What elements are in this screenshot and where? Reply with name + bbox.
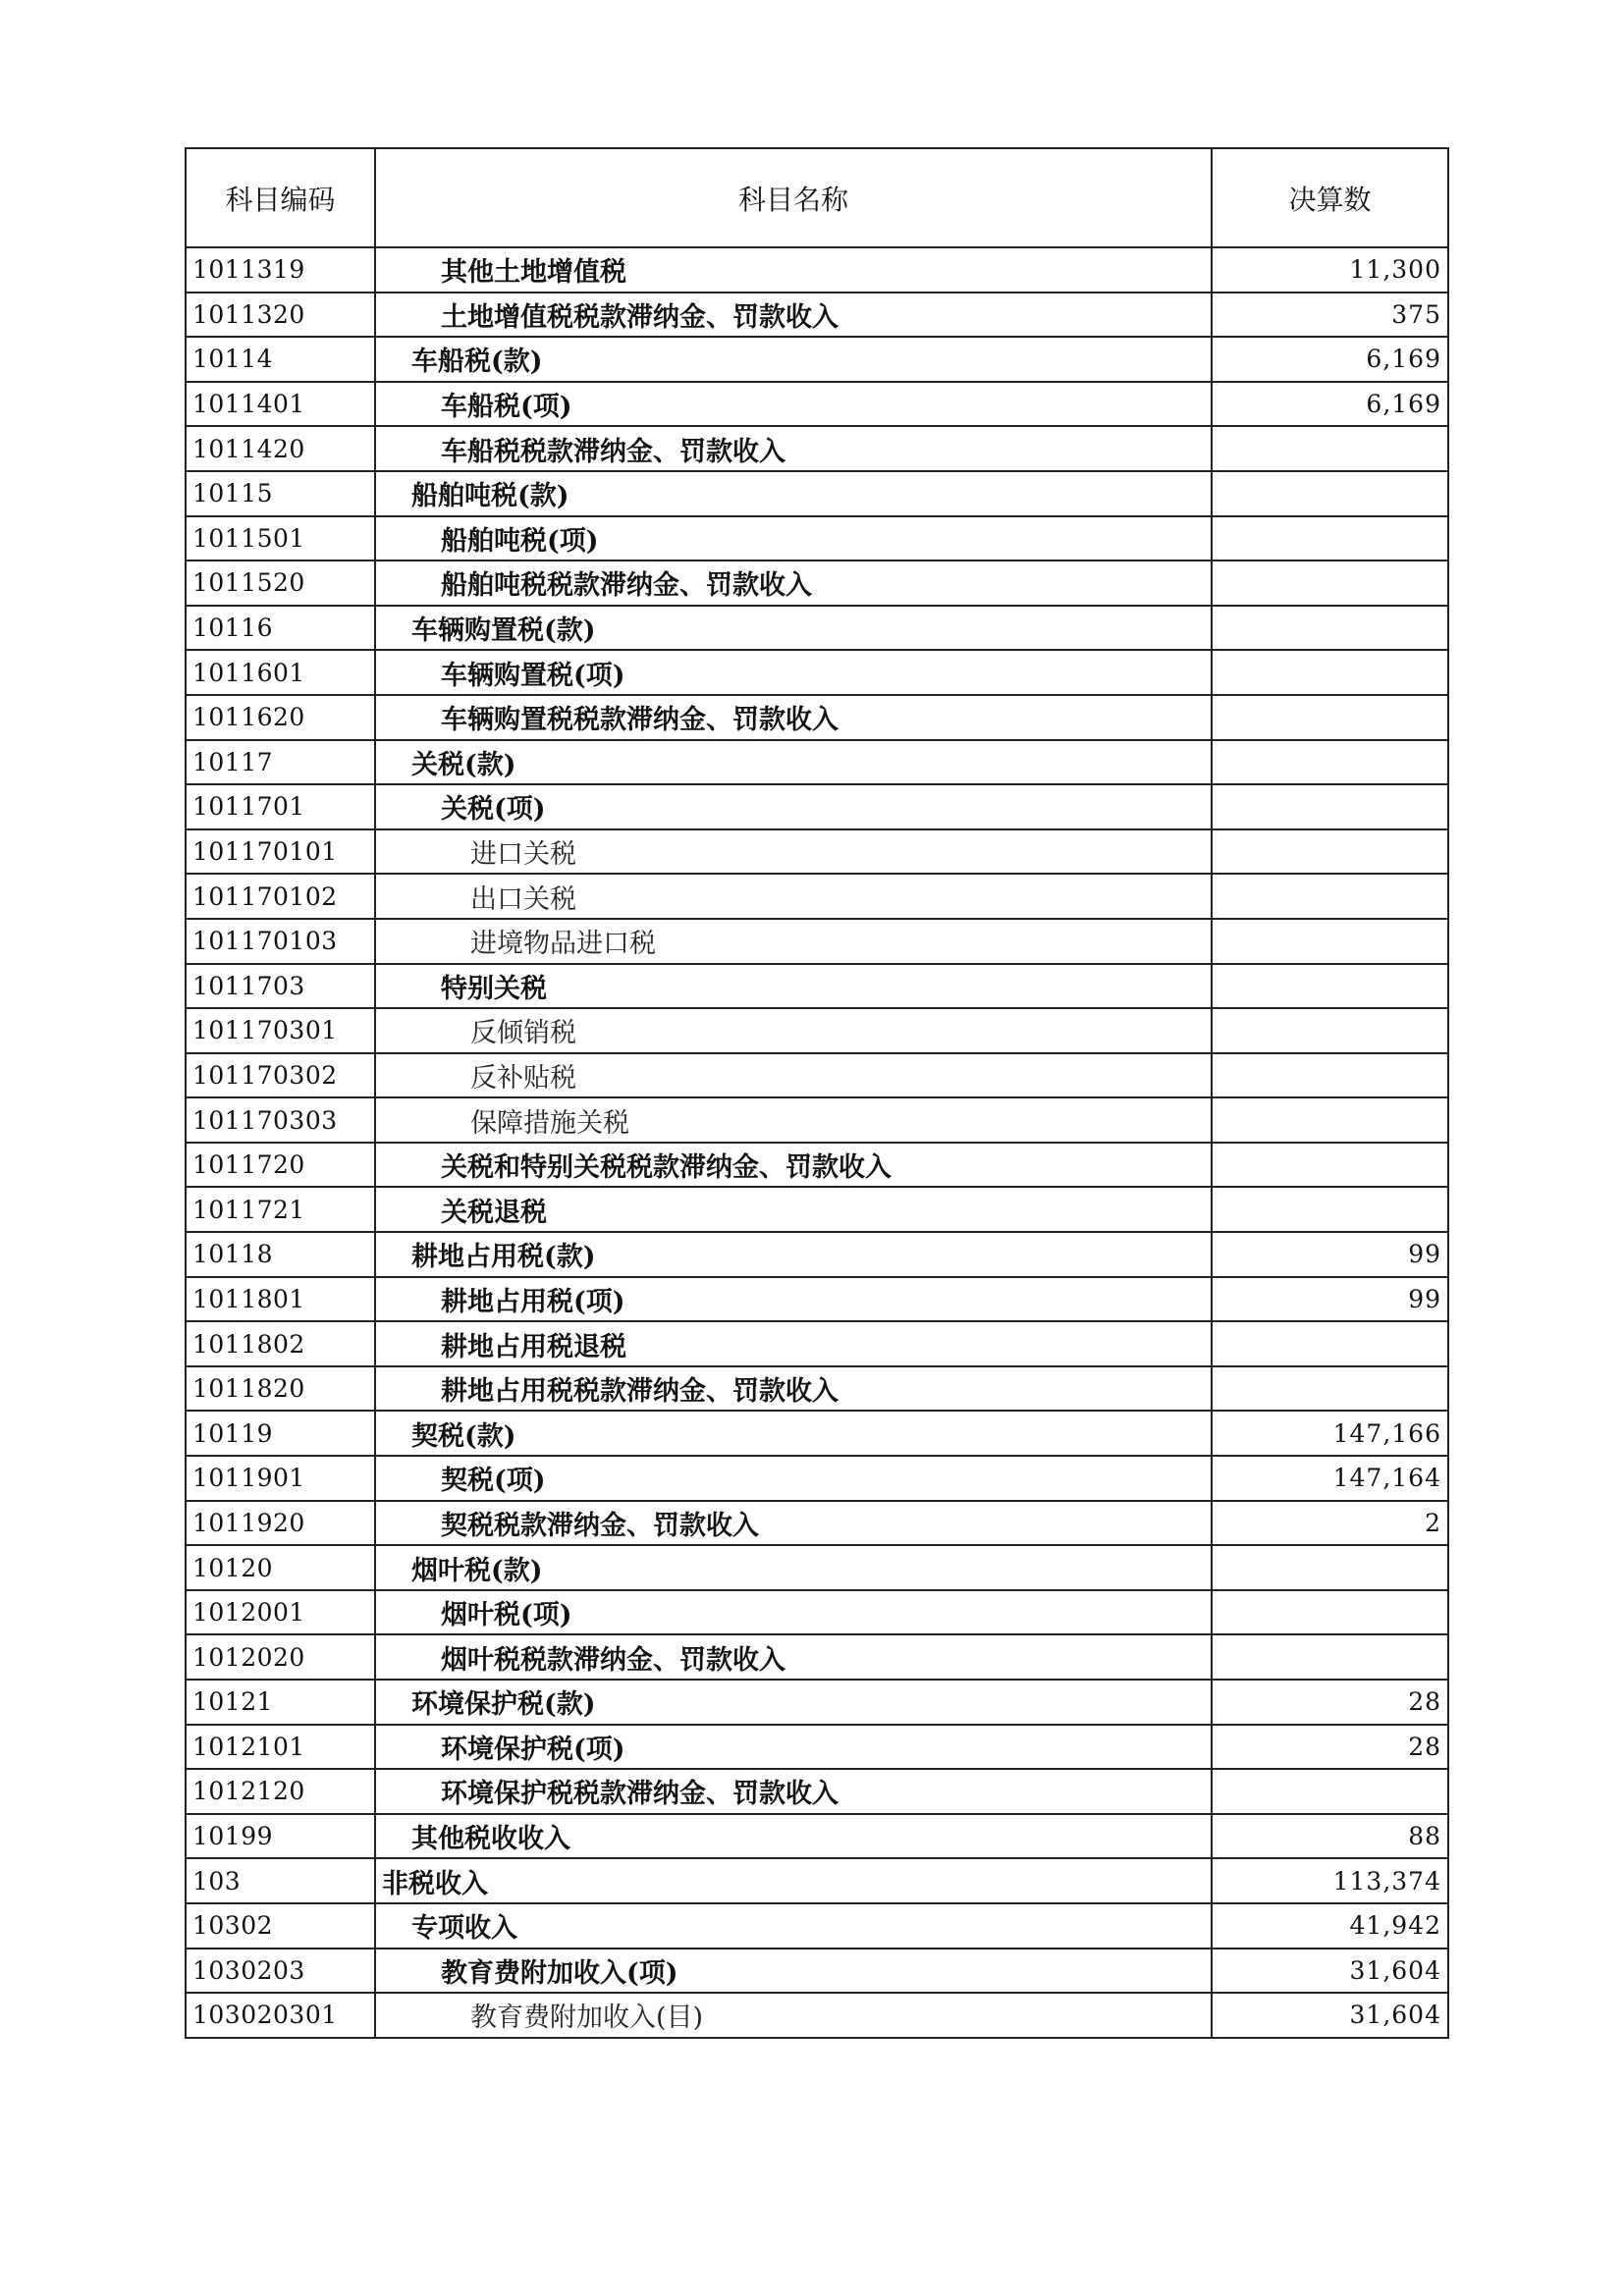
- table-row: [186, 1545, 1448, 1590]
- row-amount: [1212, 695, 1448, 740]
- row-name: 其他税收收入: [375, 1814, 1212, 1859]
- row-amount: [1212, 1545, 1448, 1590]
- row-name: 车辆购置税(项): [375, 650, 1212, 695]
- row-amount: 11,300: [1212, 247, 1448, 293]
- row-code: 1011721: [186, 1187, 375, 1232]
- table-row: [186, 1456, 1448, 1501]
- row-code: 1011801: [186, 1277, 375, 1322]
- table-row: [186, 1277, 1448, 1322]
- row-code: 1011701: [186, 784, 375, 829]
- row-amount: [1212, 426, 1448, 471]
- table-row: [186, 1725, 1448, 1770]
- row-code: 1011601: [186, 650, 375, 695]
- table-row: [186, 695, 1448, 740]
- row-code: 10121: [186, 1680, 375, 1725]
- row-amount: 99: [1212, 1232, 1448, 1277]
- table-row: [186, 516, 1448, 561]
- table-row: [186, 1321, 1448, 1366]
- row-name: 耕地占用税(项): [375, 1277, 1212, 1322]
- table-row: [186, 561, 1448, 606]
- row-name: 契税(款): [375, 1411, 1212, 1456]
- header-name: 科目名称: [375, 148, 1212, 247]
- row-amount: 41,942: [1212, 1903, 1448, 1949]
- row-amount: [1212, 829, 1448, 875]
- row-amount: 375: [1212, 293, 1448, 338]
- table-row: [186, 1680, 1448, 1725]
- table-row: [186, 874, 1448, 919]
- row-code: 101170301: [186, 1008, 375, 1053]
- row-name: 船舶吨税税款滞纳金、罚款收入: [375, 561, 1212, 606]
- table-row: [186, 1053, 1448, 1098]
- row-code: 1011720: [186, 1143, 375, 1188]
- row-name: 烟叶税(项): [375, 1590, 1212, 1635]
- table-row: [186, 1949, 1448, 1994]
- row-name: 进境物品进口税: [375, 919, 1212, 964]
- row-name: 烟叶税(款): [375, 1545, 1212, 1590]
- row-code: 10115: [186, 471, 375, 516]
- row-amount: 2: [1212, 1501, 1448, 1546]
- row-name: 土地增值税税款滞纳金、罚款收入: [375, 293, 1212, 338]
- table-row: [186, 1187, 1448, 1232]
- table-body: [186, 247, 1448, 2038]
- row-name: 环境保护税(项): [375, 1725, 1212, 1770]
- row-amount: [1212, 1187, 1448, 1232]
- row-code: 10199: [186, 1814, 375, 1859]
- table-row: [186, 293, 1448, 338]
- row-amount: [1212, 650, 1448, 695]
- row-name: 契税(项): [375, 1456, 1212, 1501]
- table-row: [186, 1232, 1448, 1277]
- table-row: [186, 964, 1448, 1009]
- row-amount: [1212, 516, 1448, 561]
- row-code: 1011320: [186, 293, 375, 338]
- row-amount: [1212, 471, 1448, 516]
- row-code: 1011501: [186, 516, 375, 561]
- row-amount: [1212, 1053, 1448, 1098]
- row-code: 1030203: [186, 1949, 375, 1994]
- row-code: 103020301: [186, 1993, 375, 2038]
- table-row: [186, 1993, 1448, 2038]
- table-row: [186, 919, 1448, 964]
- table-row: [186, 1143, 1448, 1188]
- row-amount: [1212, 784, 1448, 829]
- row-amount: [1212, 740, 1448, 785]
- row-code: 1011820: [186, 1366, 375, 1412]
- row-code: 1011703: [186, 964, 375, 1009]
- row-amount: 147,166: [1212, 1411, 1448, 1456]
- row-amount: 6,169: [1212, 337, 1448, 382]
- row-code: 1012001: [186, 1590, 375, 1635]
- row-amount: [1212, 1634, 1448, 1680]
- row-name: 关税退税: [375, 1187, 1212, 1232]
- row-name: 耕地占用税(款): [375, 1232, 1212, 1277]
- row-amount: [1212, 1769, 1448, 1814]
- table-row: [186, 1590, 1448, 1635]
- row-amount: [1212, 606, 1448, 651]
- row-name: 烟叶税税款滞纳金、罚款收入: [375, 1634, 1212, 1680]
- row-code: 1011901: [186, 1456, 375, 1501]
- row-name: 车辆购置税税款滞纳金、罚款收入: [375, 695, 1212, 740]
- row-name: 保障措施关税: [375, 1097, 1212, 1143]
- table-row: [186, 1097, 1448, 1143]
- row-name: 车船税税款滞纳金、罚款收入: [375, 426, 1212, 471]
- row-amount: [1212, 1590, 1448, 1635]
- row-name: 特别关税: [375, 964, 1212, 1009]
- row-code: 10116: [186, 606, 375, 651]
- row-code: 103: [186, 1858, 375, 1903]
- row-name: 耕地占用税退税: [375, 1321, 1212, 1366]
- table-header-row: [186, 148, 1448, 247]
- row-amount: [1212, 919, 1448, 964]
- row-name: 关税(款): [375, 740, 1212, 785]
- table-row: [186, 1814, 1448, 1859]
- row-name: 车船税(项): [375, 382, 1212, 427]
- row-name: 环境保护税税款滞纳金、罚款收入: [375, 1769, 1212, 1814]
- table-row: [186, 426, 1448, 471]
- row-code: 1011920: [186, 1501, 375, 1546]
- row-amount: [1212, 964, 1448, 1009]
- row-amount: 28: [1212, 1680, 1448, 1725]
- row-amount: [1212, 874, 1448, 919]
- row-name: 反倾销税: [375, 1008, 1212, 1053]
- row-name: 进口关税: [375, 829, 1212, 875]
- row-name: 非税收入: [375, 1858, 1212, 1903]
- row-amount: [1212, 1008, 1448, 1053]
- row-amount: 88: [1212, 1814, 1448, 1859]
- table-row: [186, 1903, 1448, 1949]
- row-name: 反补贴税: [375, 1053, 1212, 1098]
- row-name: 专项收入: [375, 1903, 1212, 1949]
- row-code: 10119: [186, 1411, 375, 1456]
- table-row: [186, 247, 1448, 293]
- table-row: [186, 1411, 1448, 1456]
- table-row: [186, 650, 1448, 695]
- table-row: [186, 1769, 1448, 1814]
- table-row: [186, 606, 1448, 651]
- row-amount: 31,604: [1212, 1993, 1448, 2038]
- row-amount: [1212, 561, 1448, 606]
- row-amount: 147,164: [1212, 1456, 1448, 1501]
- table-row: [186, 829, 1448, 875]
- row-code: 101170103: [186, 919, 375, 964]
- row-amount: 6,169: [1212, 382, 1448, 427]
- row-amount: [1212, 1366, 1448, 1412]
- row-name: 船舶吨税(项): [375, 516, 1212, 561]
- row-name: 出口关税: [375, 874, 1212, 919]
- budget-table-sheet: [185, 147, 1447, 2039]
- row-name: 契税税款滞纳金、罚款收入: [375, 1501, 1212, 1546]
- row-code: 101170302: [186, 1053, 375, 1098]
- row-name: 车辆购置税(款): [375, 606, 1212, 651]
- table-row: [186, 1634, 1448, 1680]
- row-name: 教育费附加收入(目): [375, 1993, 1212, 2038]
- table-row: [186, 1858, 1448, 1903]
- row-code: 1011401: [186, 382, 375, 427]
- row-code: 1012020: [186, 1634, 375, 1680]
- row-code: 10118: [186, 1232, 375, 1277]
- row-name: 教育费附加收入(项): [375, 1949, 1212, 1994]
- row-name: 其他土地增值税: [375, 247, 1212, 293]
- table-row: [186, 471, 1448, 516]
- table-row: [186, 382, 1448, 427]
- row-amount: 31,604: [1212, 1949, 1448, 1994]
- row-name: 环境保护税(款): [375, 1680, 1212, 1725]
- row-name: 耕地占用税税款滞纳金、罚款收入: [375, 1366, 1212, 1412]
- row-code: 101170102: [186, 874, 375, 919]
- row-code: 1011319: [186, 247, 375, 293]
- row-amount: 99: [1212, 1277, 1448, 1322]
- row-amount: [1212, 1321, 1448, 1366]
- row-code: 1011420: [186, 426, 375, 471]
- row-code: 1011620: [186, 695, 375, 740]
- row-name: 车船税(款): [375, 337, 1212, 382]
- budget-table: [185, 147, 1449, 2039]
- row-code: 1012120: [186, 1769, 375, 1814]
- row-code: 10302: [186, 1903, 375, 1949]
- row-code: 10114: [186, 337, 375, 382]
- row-amount: 113,374: [1212, 1858, 1448, 1903]
- row-code: 10117: [186, 740, 375, 785]
- row-amount: [1212, 1097, 1448, 1143]
- table-row: [186, 784, 1448, 829]
- row-amount: [1212, 1143, 1448, 1188]
- row-name: 船舶吨税(款): [375, 471, 1212, 516]
- row-code: 101170303: [186, 1097, 375, 1143]
- table-row: [186, 740, 1448, 785]
- table-row: [186, 1008, 1448, 1053]
- row-code: 10120: [186, 1545, 375, 1590]
- table-row: [186, 1501, 1448, 1546]
- row-code: 101170101: [186, 829, 375, 875]
- row-code: 1011520: [186, 561, 375, 606]
- row-name: 关税和特别关税税款滞纳金、罚款收入: [375, 1143, 1212, 1188]
- row-code: 1011802: [186, 1321, 375, 1366]
- header-code: 科目编码: [186, 148, 375, 247]
- table-row: [186, 1366, 1448, 1412]
- row-name: 关税(项): [375, 784, 1212, 829]
- header-amount: 决算数: [1212, 148, 1448, 247]
- row-amount: 28: [1212, 1725, 1448, 1770]
- table-row: [186, 337, 1448, 382]
- row-code: 1012101: [186, 1725, 375, 1770]
